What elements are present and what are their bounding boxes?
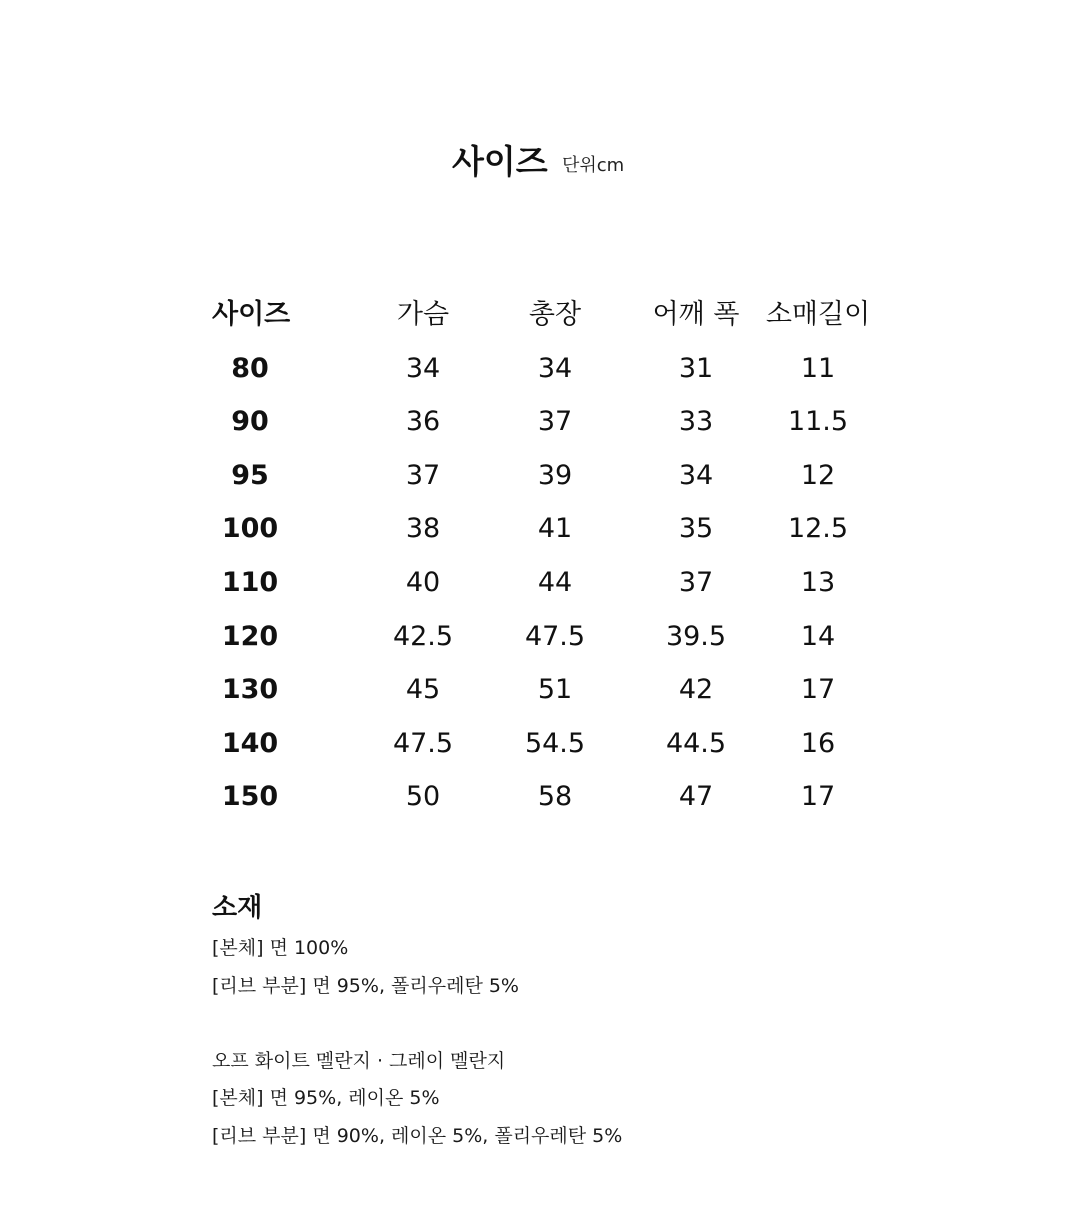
- cell-length: 41: [537, 513, 573, 545]
- material-title: 소재: [212, 893, 263, 923]
- cell-shoulder: 33: [678, 406, 714, 438]
- cell-size: 130: [221, 674, 279, 706]
- cell-shoulder: 35: [678, 513, 714, 545]
- column-header-size: 사이즈: [212, 299, 291, 330]
- table-row: [0, 663, 1078, 717]
- cell-size: 100: [221, 513, 279, 545]
- material-line: [본체] 면 95%, 레이온 5%: [212, 1087, 440, 1109]
- page-title: 사이즈: [452, 142, 548, 181]
- cell-length: 44: [537, 566, 573, 598]
- size-table: [0, 288, 1078, 824]
- color-variant-label: 오프 화이트 멜란지 · 그레이 멜란지: [212, 1049, 506, 1072]
- table-header-row: [0, 288, 1078, 342]
- cell-size: 80: [231, 352, 269, 384]
- cell-size: 110: [221, 566, 279, 598]
- cell-shoulder: 39.5: [665, 620, 727, 652]
- column-header-sleeve: 소매길이: [765, 299, 871, 330]
- cell-sleeve: 17: [800, 674, 836, 706]
- cell-length: 51: [537, 674, 573, 706]
- cell-length: 37: [537, 406, 573, 438]
- cell-size: 90: [231, 406, 269, 438]
- cell-chest: 38: [405, 513, 441, 545]
- cell-shoulder: 31: [678, 352, 714, 384]
- cell-sleeve: 17: [800, 781, 836, 813]
- table-row: [0, 610, 1078, 664]
- cell-sleeve: 13: [800, 566, 836, 598]
- cell-shoulder: 42: [678, 674, 714, 706]
- cell-sleeve: 14: [800, 620, 836, 652]
- table-row: [0, 342, 1078, 396]
- cell-size: 120: [221, 620, 279, 652]
- cell-sleeve: 16: [800, 727, 836, 759]
- cell-shoulder: 34: [678, 459, 714, 491]
- cell-size: 140: [221, 727, 279, 759]
- cell-chest: 36: [405, 406, 441, 438]
- column-header-chest: 가슴: [396, 299, 450, 330]
- table-row: [0, 395, 1078, 449]
- column-header-shoulder: 어깨 폭: [652, 299, 740, 330]
- table-row: [0, 449, 1078, 503]
- cell-chest: 45: [405, 674, 441, 706]
- cell-chest: 34: [405, 352, 441, 384]
- cell-sleeve: 12: [800, 459, 836, 491]
- page-title-row: [0, 138, 1078, 186]
- cell-shoulder: 37: [678, 566, 714, 598]
- material-line: [리브 부분] 면 95%, 폴리우레탄 5%: [212, 974, 519, 997]
- table-row: [0, 502, 1078, 556]
- cell-length: 58: [537, 781, 573, 813]
- material-section: [212, 888, 912, 1155]
- unit-label: 단위cm: [562, 155, 625, 176]
- material-line: [리브 부분] 면 90%, 레이온 5%, 폴리우레탄 5%: [212, 1124, 623, 1147]
- cell-sleeve: 11: [800, 352, 836, 384]
- cell-sleeve: 11.5: [787, 406, 849, 438]
- cell-size: 150: [221, 781, 279, 813]
- cell-chest: 37: [405, 459, 441, 491]
- cell-length: 47.5: [524, 620, 586, 652]
- spacer: [212, 1005, 912, 1043]
- material-line: [본체] 면 100%: [212, 937, 349, 959]
- column-header-length: 총장: [528, 299, 582, 330]
- table-row: [0, 717, 1078, 771]
- cell-size: 95: [231, 459, 269, 491]
- cell-chest: 42.5: [392, 620, 454, 652]
- table-row: [0, 556, 1078, 610]
- cell-chest: 40: [405, 566, 441, 598]
- table-row: [0, 770, 1078, 824]
- cell-shoulder: 47: [678, 781, 714, 813]
- table-body: [0, 342, 1078, 824]
- cell-chest: 50: [405, 781, 441, 813]
- cell-sleeve: 12.5: [787, 513, 849, 545]
- cell-chest: 47.5: [392, 727, 454, 759]
- cell-shoulder: 44.5: [665, 727, 727, 759]
- cell-length: 39: [537, 459, 573, 491]
- cell-length: 54.5: [524, 727, 586, 759]
- cell-length: 34: [537, 352, 573, 384]
